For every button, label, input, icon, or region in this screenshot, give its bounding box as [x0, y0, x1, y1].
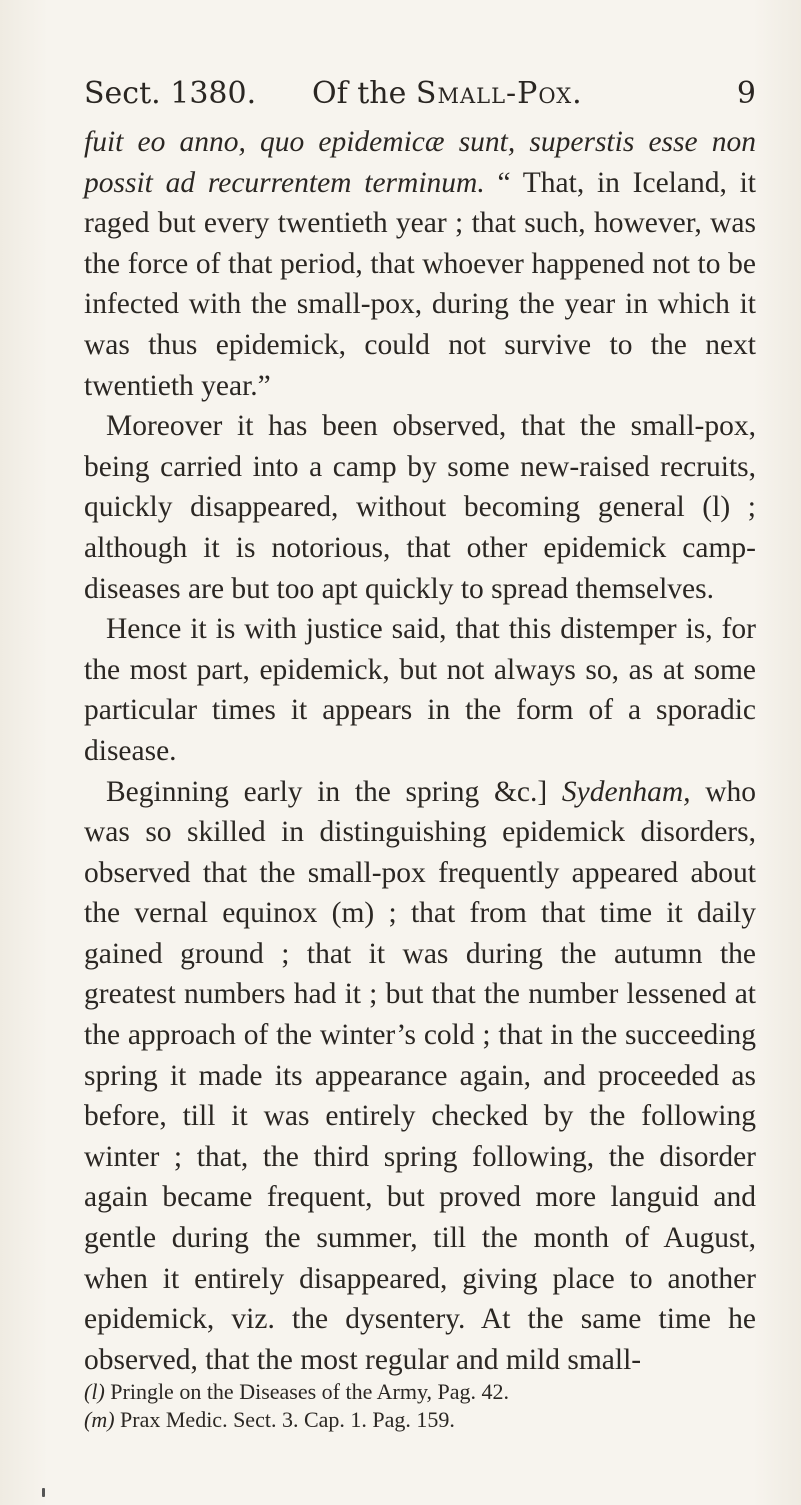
author-name: Sydenham, [561, 775, 691, 808]
section-number: Sect. 1380. [84, 76, 257, 111]
paragraph-1 [84, 122, 756, 406]
paragraph-3 [84, 609, 756, 771]
latin-quotation: fuit eo anno, quo epidemicæ sunt, superstis esse non possit ad recurrentem terminum. [84, 126, 756, 199]
page-number: 9 [736, 76, 756, 111]
footnote-m [84, 1406, 756, 1434]
paragraph-4 [84, 772, 756, 1381]
running-title [312, 76, 583, 111]
paragraph-4-text: who was so skilled in distinguishing epidemick disorders, observed that the small-pox frequently appeared about the vernal equinox (m) ; that from that time it daily gained ground ; that it was during the autumn the greatest numbers had it ; but that the number lessened at the approach of the winter’s cold ; that in the succeeding spring it made its appearance again, and proceeded as before, till it was entirely checked by the following winter ; that, the third spring following, the disorder again became frequent, but proved more languid and gentle during the summer, till the month of August, when it entirely disappeared, giving place to another epidemick, viz. the dysentery. At the same time he observed, that the most regular and mild small- [84, 775, 756, 1376]
footnote-l [84, 1378, 756, 1406]
paragraph-3-text: Hence it is with justice said, that this distemper is, for the most part, epidemick, but not always so, as at some particular times it appears in the form of a sporadic disease. [84, 613, 756, 767]
running-header [84, 76, 756, 120]
footnote-text: Prax Medic. Sect. 3. Cap. 1. Pag. 159. [114, 1407, 455, 1432]
footnote-mark: (m) [84, 1407, 115, 1432]
footnote-mark: (l) [84, 1379, 105, 1404]
footnote-text: Pringle on the Diseases of the Army, Pag. 42. [104, 1379, 510, 1404]
paragraph-2-text: Moreover it has been observed, that the small-pox, being carried into a camp by some new-raised recruits, quickly disappeared, without becoming general (l) ; although it is notorious, that other epidemick camp-diseases are but too apt quickly to spread themselves. [84, 410, 756, 605]
title-main: Small-Pox. [415, 76, 583, 111]
paragraph-4-lead: Beginning early in the spring &c.] [106, 775, 562, 808]
title-prefix: Of the [312, 76, 407, 111]
paragraph-1-text: “ That, in Iceland, it raged but every twentieth year ; that such, however, was the force of that period, that whoever happened not to be infected with the small-pox, during the year in which it was thus epidemick, could not survive to the next twentieth year.” [84, 166, 756, 402]
paper-speck [42, 1488, 45, 1497]
body-text [84, 122, 756, 1380]
footnotes [84, 1378, 756, 1434]
paragraph-2 [84, 406, 756, 609]
